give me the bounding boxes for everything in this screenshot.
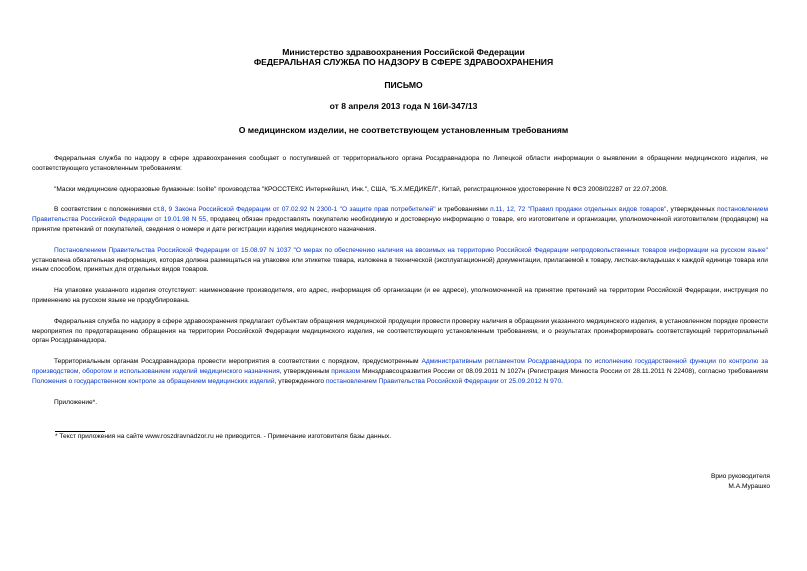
link-order[interactable]: приказом xyxy=(331,367,360,375)
text: , утвержденного xyxy=(274,377,326,385)
link-article-9[interactable]: 9 xyxy=(168,206,173,214)
text: и требованиями xyxy=(435,206,491,214)
text: Территориальным органам Росздравнадзора провести мероприятия в соответствии с порядком, предусмотренным xyxy=(54,358,422,366)
link-resolution-55[interactable]: постановлением Правительства Российской Федерации от 19.01.98 N 55 xyxy=(32,206,769,224)
text: , утвержденным xyxy=(279,367,332,375)
link-control-regulation[interactable]: Положения о государственном контроле за обращением медицинских изделий xyxy=(32,377,275,385)
doc-date-number: от 8 апреля 2013 года N 16И-347/13 xyxy=(329,101,478,111)
paragraph-appendix: Приложение*. xyxy=(54,398,98,406)
paragraph-4 xyxy=(32,246,768,275)
text: Минздравсоцразвития России от 08.09.2011 N 1027н (Регистрация Минюста России от 28.11.2011 N 22408), согласно требованиям xyxy=(360,367,768,375)
paragraph-1: Федеральная служба по надзору в сфере здравоохранения сообщает о поступившей от территориального органа Росздравнадзора по Липецкой области информации о выявлении в обращении медицинского изделия, не соответствующего установленным требованиям: xyxy=(32,155,768,172)
link-resolution-1037[interactable]: Постановлением Правительства Российской Федерации от 15.08.97 N 1037 "О мерах по обеспечению наличия на ввозимых на территорию Российской Федерации непродовольственных товаров информации на русском языке" xyxy=(54,246,768,254)
text: , продавец обязан предоставлять покупателю необходимую и достоверную информацию о товаре, его изготовителе и организации, уполномоченной изготовителем (продавцом) на принятие претензий от покупателей, сведения о номере и дате регистрации изделия медицинского назначения. xyxy=(32,216,769,233)
letter-body xyxy=(32,154,768,418)
paragraph-7 xyxy=(32,357,768,386)
link-article-8[interactable]: 8 xyxy=(160,206,165,214)
link-consumer-law[interactable]: Закона Российской Федерации от 07.02.92 N 2300-1 "О защите прав потребителей" xyxy=(174,206,436,214)
service-name: ФЕДЕРАЛЬНАЯ СЛУЖБА ПО НАДЗОРУ В СФЕРЕ ЗДРАВООХРАНЕНИЯ xyxy=(253,57,554,67)
doc-type: ПИСЬМО xyxy=(384,80,423,90)
doc-title: О медицинском изделии, не соответствующем установленным требованиям xyxy=(238,125,569,135)
footnote: * Текст приложения на сайте www.roszdravnadzor.ru не приводится. - Примечание изготовителя базы данных. xyxy=(55,433,392,440)
signature-name: М.А.Мурашко xyxy=(728,483,770,490)
text: . xyxy=(561,377,563,385)
signature-position: Врио руководителя xyxy=(710,473,770,480)
link-sales-rules[interactable]: п.11, 12, 72 "Правил продажи отдельных видов товаров" xyxy=(490,206,667,214)
link-admin-regulation[interactable]: Административным регламентом Росздравнадзора по исполнению государственной функции по контролю за производством, оборотом и использованием изделий медицинского назначения xyxy=(32,358,768,375)
text: , утвержденных xyxy=(666,206,718,214)
link-resolution-970[interactable]: постановлением Правительства Российской Федерации от 25.09.2012 N 970 xyxy=(325,377,562,385)
paragraph-2: "Маски медицинские одноразовые бумажные: Isolite" производства "КРОССТЕКС Интернейшнл, Инк.", США, "Б.Х.МЕДИКЕЛ", Китай, регистрационное удостоверение N ФСЗ 2008/02287 от 22.07.2008. xyxy=(54,185,668,193)
text: , xyxy=(164,206,169,214)
paragraph-6: Федеральная служба по надзору в сфере здравоохранения предлагает субъектам обращения медицинской продукции провести проверку наличия в обращении указанного медицинского изделия, в установленном порядке провести мероприятия по предотвращению обращения на территории Российской Федерации медицинского изделия, не соответствующего установленным требованиям, и о результатах проинформировать соответствующий территориальный орган Росздравнадзора. xyxy=(32,317,768,345)
paragraph-5: На упаковке указанного изделия отсутствуют: наименование производителя, его адрес, информация об организации (и ее адресе), уполномоченной на принятие претензий на территории Российской Федерации, инструкция по применению на русском языке не продублирована. xyxy=(32,287,768,304)
ministry-name: Министерство здравоохранения Российской Федерации xyxy=(282,47,525,57)
text: В соответствии с положениями ст. xyxy=(54,206,161,214)
paragraph-3 xyxy=(32,205,768,234)
text: установлена обязательная информация, которая должна размещаться на упаковке или этикетке товара, изложена в технической (эксплуатационной) документации, прилагаемой к товару, листках-вкладышах к каждой единице товара или иным способом, принятых для отдельных видов товаров. xyxy=(32,256,768,274)
